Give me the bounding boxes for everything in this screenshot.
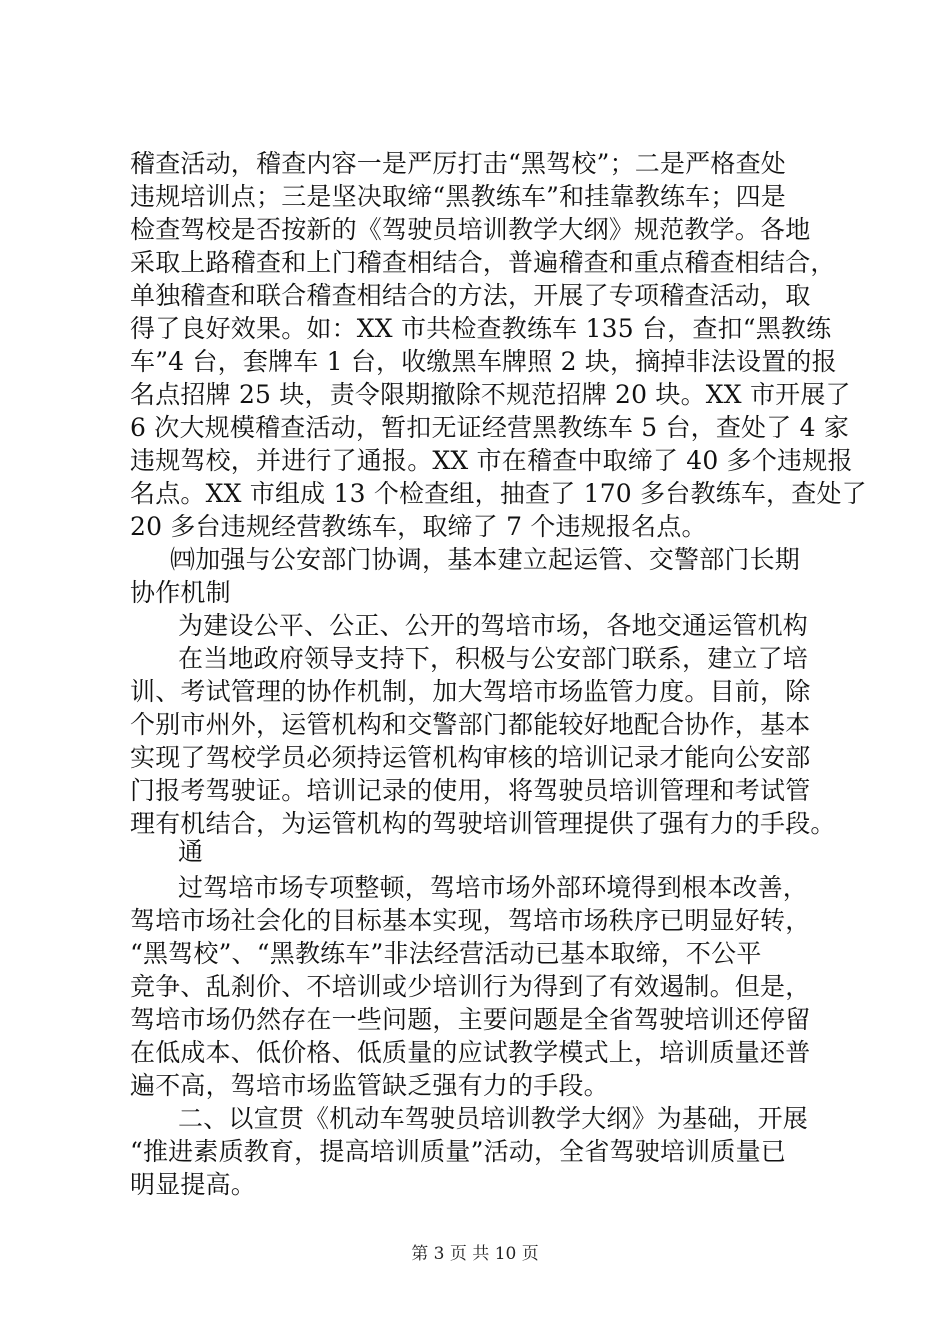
- text-line: 得了良好效果。如：XX 市共检查教练车 135 台，查扣“黑教练: [130, 314, 832, 343]
- text-line: 车”4 台，套牌车 1 台，收缴黑车牌照 2 块，摘掉非法设置的报: [130, 347, 837, 376]
- text-line: 竞争、乱刹价、不培训或少培训行为得到了有效遏制。但是，: [130, 972, 811, 1001]
- text-line: “黑驾校”、“黑教练车”非法经营活动已基本取缔，不公平: [130, 939, 762, 968]
- text-line: 稽查活动，稽查内容一是严厉打击“黑驾校”；二是严格查处: [130, 149, 786, 178]
- text-line: 二、以宣贯《机动车驾驶员培训教学大纲》为基础，开展: [178, 1104, 809, 1133]
- text-line: 违规培训点；三是坚决取缔“黑教练车”和挂靠教练车；四是: [130, 182, 786, 211]
- text-line: 明显提高。: [130, 1170, 257, 1199]
- text-line: 名点招牌 25 块，责令限期撤除不规范招牌 20 块。XX 市开展了: [130, 380, 851, 409]
- text-line: 实现了驾校学员必须持运管机构审核的培训记录才能向公安部: [130, 743, 811, 772]
- text-line: 采取上路稽查和上门稽查相结合，普遍稽查和重点稽查相结合，: [130, 248, 836, 277]
- text-line: 训、考试管理的协作机制，加大驾培市场监管力度。目前，除: [130, 677, 811, 706]
- text-line: 个别市州外，运管机构和交警部门都能较好地配合协作，基本: [130, 710, 811, 739]
- text-line: “推进素质教育，提高培训质量”活动，全省驾驶培训质量已: [130, 1137, 786, 1166]
- text-line: 单独稽查和联合稽查相结合的方法，开展了专项稽查活动，取: [130, 281, 811, 310]
- text-line: 通: [178, 837, 204, 866]
- text-line: 遍不高，驾培市场监管缺乏强有力的手段。: [130, 1071, 609, 1100]
- text-line: ㈣加强与公安部门协调，基本建立起运管、交警部门长期: [170, 545, 801, 574]
- text-line: 协作机制: [130, 578, 231, 607]
- text-line: 驾培市场仍然存在一些问题，主要问题是全省驾驶培训还停留: [130, 1005, 811, 1034]
- text-line: 为建设公平、公正、公开的驾培市场，各地交通运管机构: [178, 611, 809, 640]
- text-line: 20 多台违规经营教练车，取缔了 7 个违规报名点。: [130, 512, 707, 541]
- text-line: 门报考驾驶证。培训记录的使用，将驾驶员培训管理和考试管: [130, 776, 811, 805]
- text-line: 6 次大规模稽查活动，暂扣无证经营黑教练车 5 台，查处了 4 家: [130, 413, 850, 442]
- text-line: 过驾培市场专项整顿，驾培市场外部环境得到根本改善，: [178, 873, 809, 902]
- text-line: 驾培市场社会化的目标基本实现，驾培市场秩序已明显好转，: [130, 906, 811, 935]
- text-line: 在低成本、低价格、低质量的应试教学模式上，培训质量还普: [130, 1038, 811, 1067]
- text-line: 理有机结合，为运管机构的驾驶培训管理提供了强有力的手段。: [130, 809, 836, 838]
- text-line: 检查驾校是否按新的《驾驶员培训教学大纲》规范教学。各地: [130, 215, 811, 244]
- text-line: 名点。XX 市组成 13 个检查组，抽查了 170 多台教练车，查处了: [130, 479, 867, 508]
- text-line: 违规驾校，并进行了通报。XX 市在稽查中取缔了 40 多个违规报: [130, 446, 853, 475]
- page-footer: 第 3 页 共 10 页: [411, 1244, 539, 1264]
- text-line: 在当地政府领导支持下，积极与公安部门联系，建立了培: [178, 644, 809, 673]
